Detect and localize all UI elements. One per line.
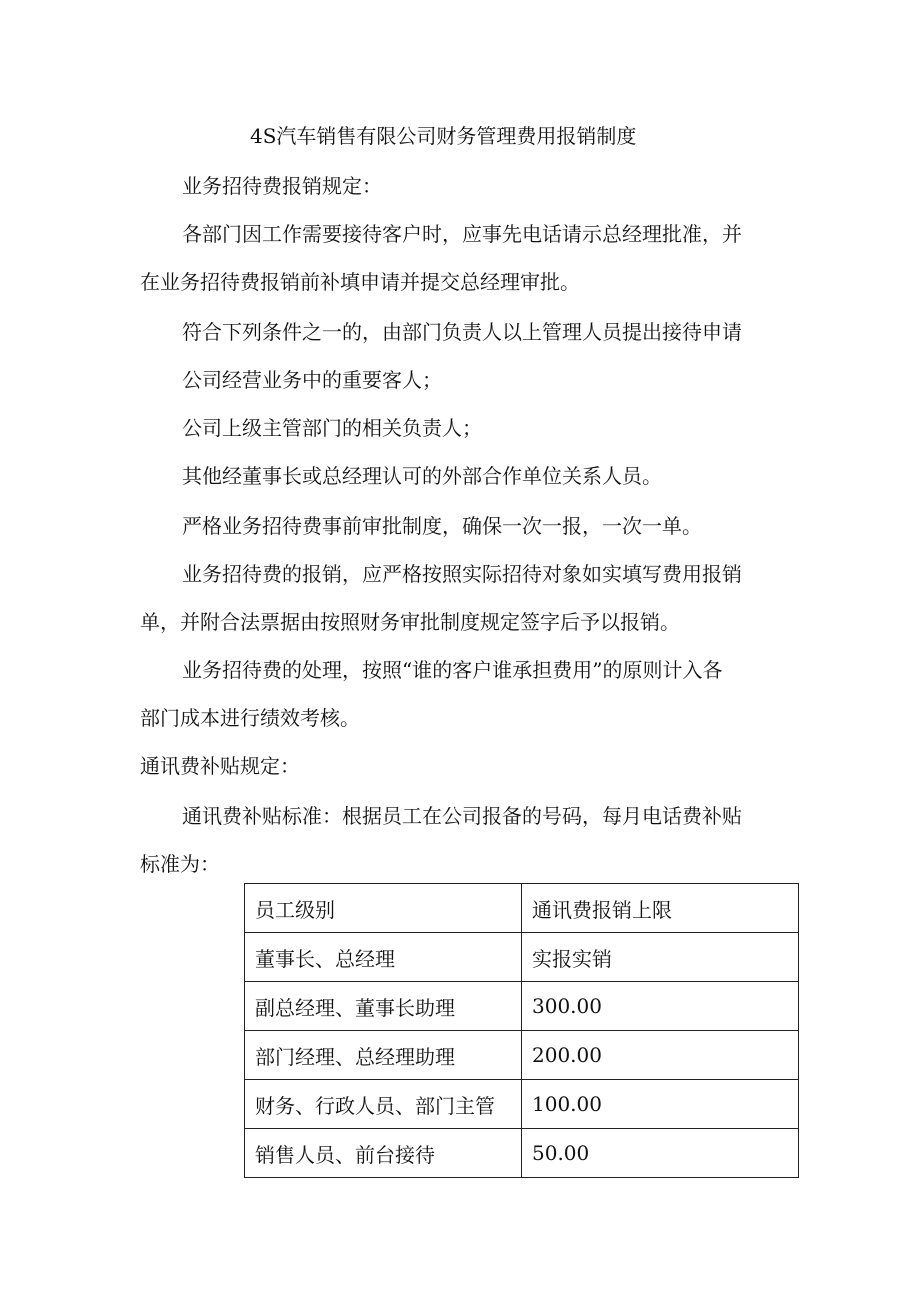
- table-cell-level: 财务、行政人员、部门主管: [245, 1080, 522, 1129]
- table-header-cell: 员工级别: [245, 884, 522, 933]
- list-item-3: 其他经董事长或总经理认可的外部合作单位关系人员。: [182, 464, 662, 488]
- table-row: [245, 1129, 799, 1178]
- list-item-1: 公司经营业务中的重要客人；: [182, 368, 442, 392]
- paragraph-3: 严格业务招待费事前审批制度，确保一次一报，一次一单。: [182, 514, 702, 538]
- paragraph-4-line-2: 单，并附合法票据由按照财务审批制度规定签字后予以报销。: [140, 610, 680, 634]
- table-cell-limit: 50.00: [522, 1129, 799, 1178]
- table-cell-limit: 100.00: [522, 1080, 799, 1129]
- paragraph-5-line-1: 业务招待费的处理，按照“谁的客户谁承担费用”的原则计入各: [182, 658, 723, 682]
- paragraph-1-line-2: 在业务招待费报销前补填申请并提交总经理审批。: [140, 270, 580, 294]
- paragraph-6-line-2: 标准为：: [140, 852, 220, 876]
- table-cell-level: 副总经理、董事长助理: [245, 982, 522, 1031]
- table-row: [245, 1031, 799, 1080]
- table-cell-limit: 200.00: [522, 1031, 799, 1080]
- paragraph-5-line-2: 部门成本进行绩效考核。: [140, 706, 360, 730]
- paragraph-2: 符合下列条件之一的，由部门负责人以上管理人员提出接待申请: [182, 320, 742, 344]
- table-cell-limit: 300.00: [522, 982, 799, 1031]
- paragraph-4-line-1: 业务招待费的报销，应严格按照实际招待对象如实填写费用报销: [182, 562, 742, 586]
- table-cell-level: 销售人员、前台接待: [245, 1129, 522, 1178]
- paragraph-6-line-1: 通讯费补贴标准：根据员工在公司报备的号码，每月电话费补贴: [182, 804, 742, 828]
- table-cell-level: 部门经理、总经理助理: [245, 1031, 522, 1080]
- table-header-cell: 通讯费报销上限: [522, 884, 799, 933]
- table-header-row: [245, 884, 799, 933]
- list-item-2: 公司上级主管部门的相关负责人；: [182, 416, 482, 440]
- table-cell-limit: 实报实销: [522, 933, 799, 982]
- table-cell-level: 董事长、总经理: [245, 933, 522, 982]
- document-title: 4S汽车销售有限公司财务管理费用报销制度: [250, 124, 637, 148]
- communication-allowance-table: [244, 883, 799, 1178]
- table-row: [245, 982, 799, 1031]
- paragraph-1-line-1: 各部门因工作需要接待客户时，应事先电话请示总经理批准，并: [182, 222, 742, 246]
- section-heading-communication: 通讯费补贴规定：: [140, 754, 300, 778]
- table-row: [245, 933, 799, 982]
- table-row: [245, 1080, 799, 1129]
- section-heading-entertainment: 业务招待费报销规定：: [182, 174, 382, 198]
